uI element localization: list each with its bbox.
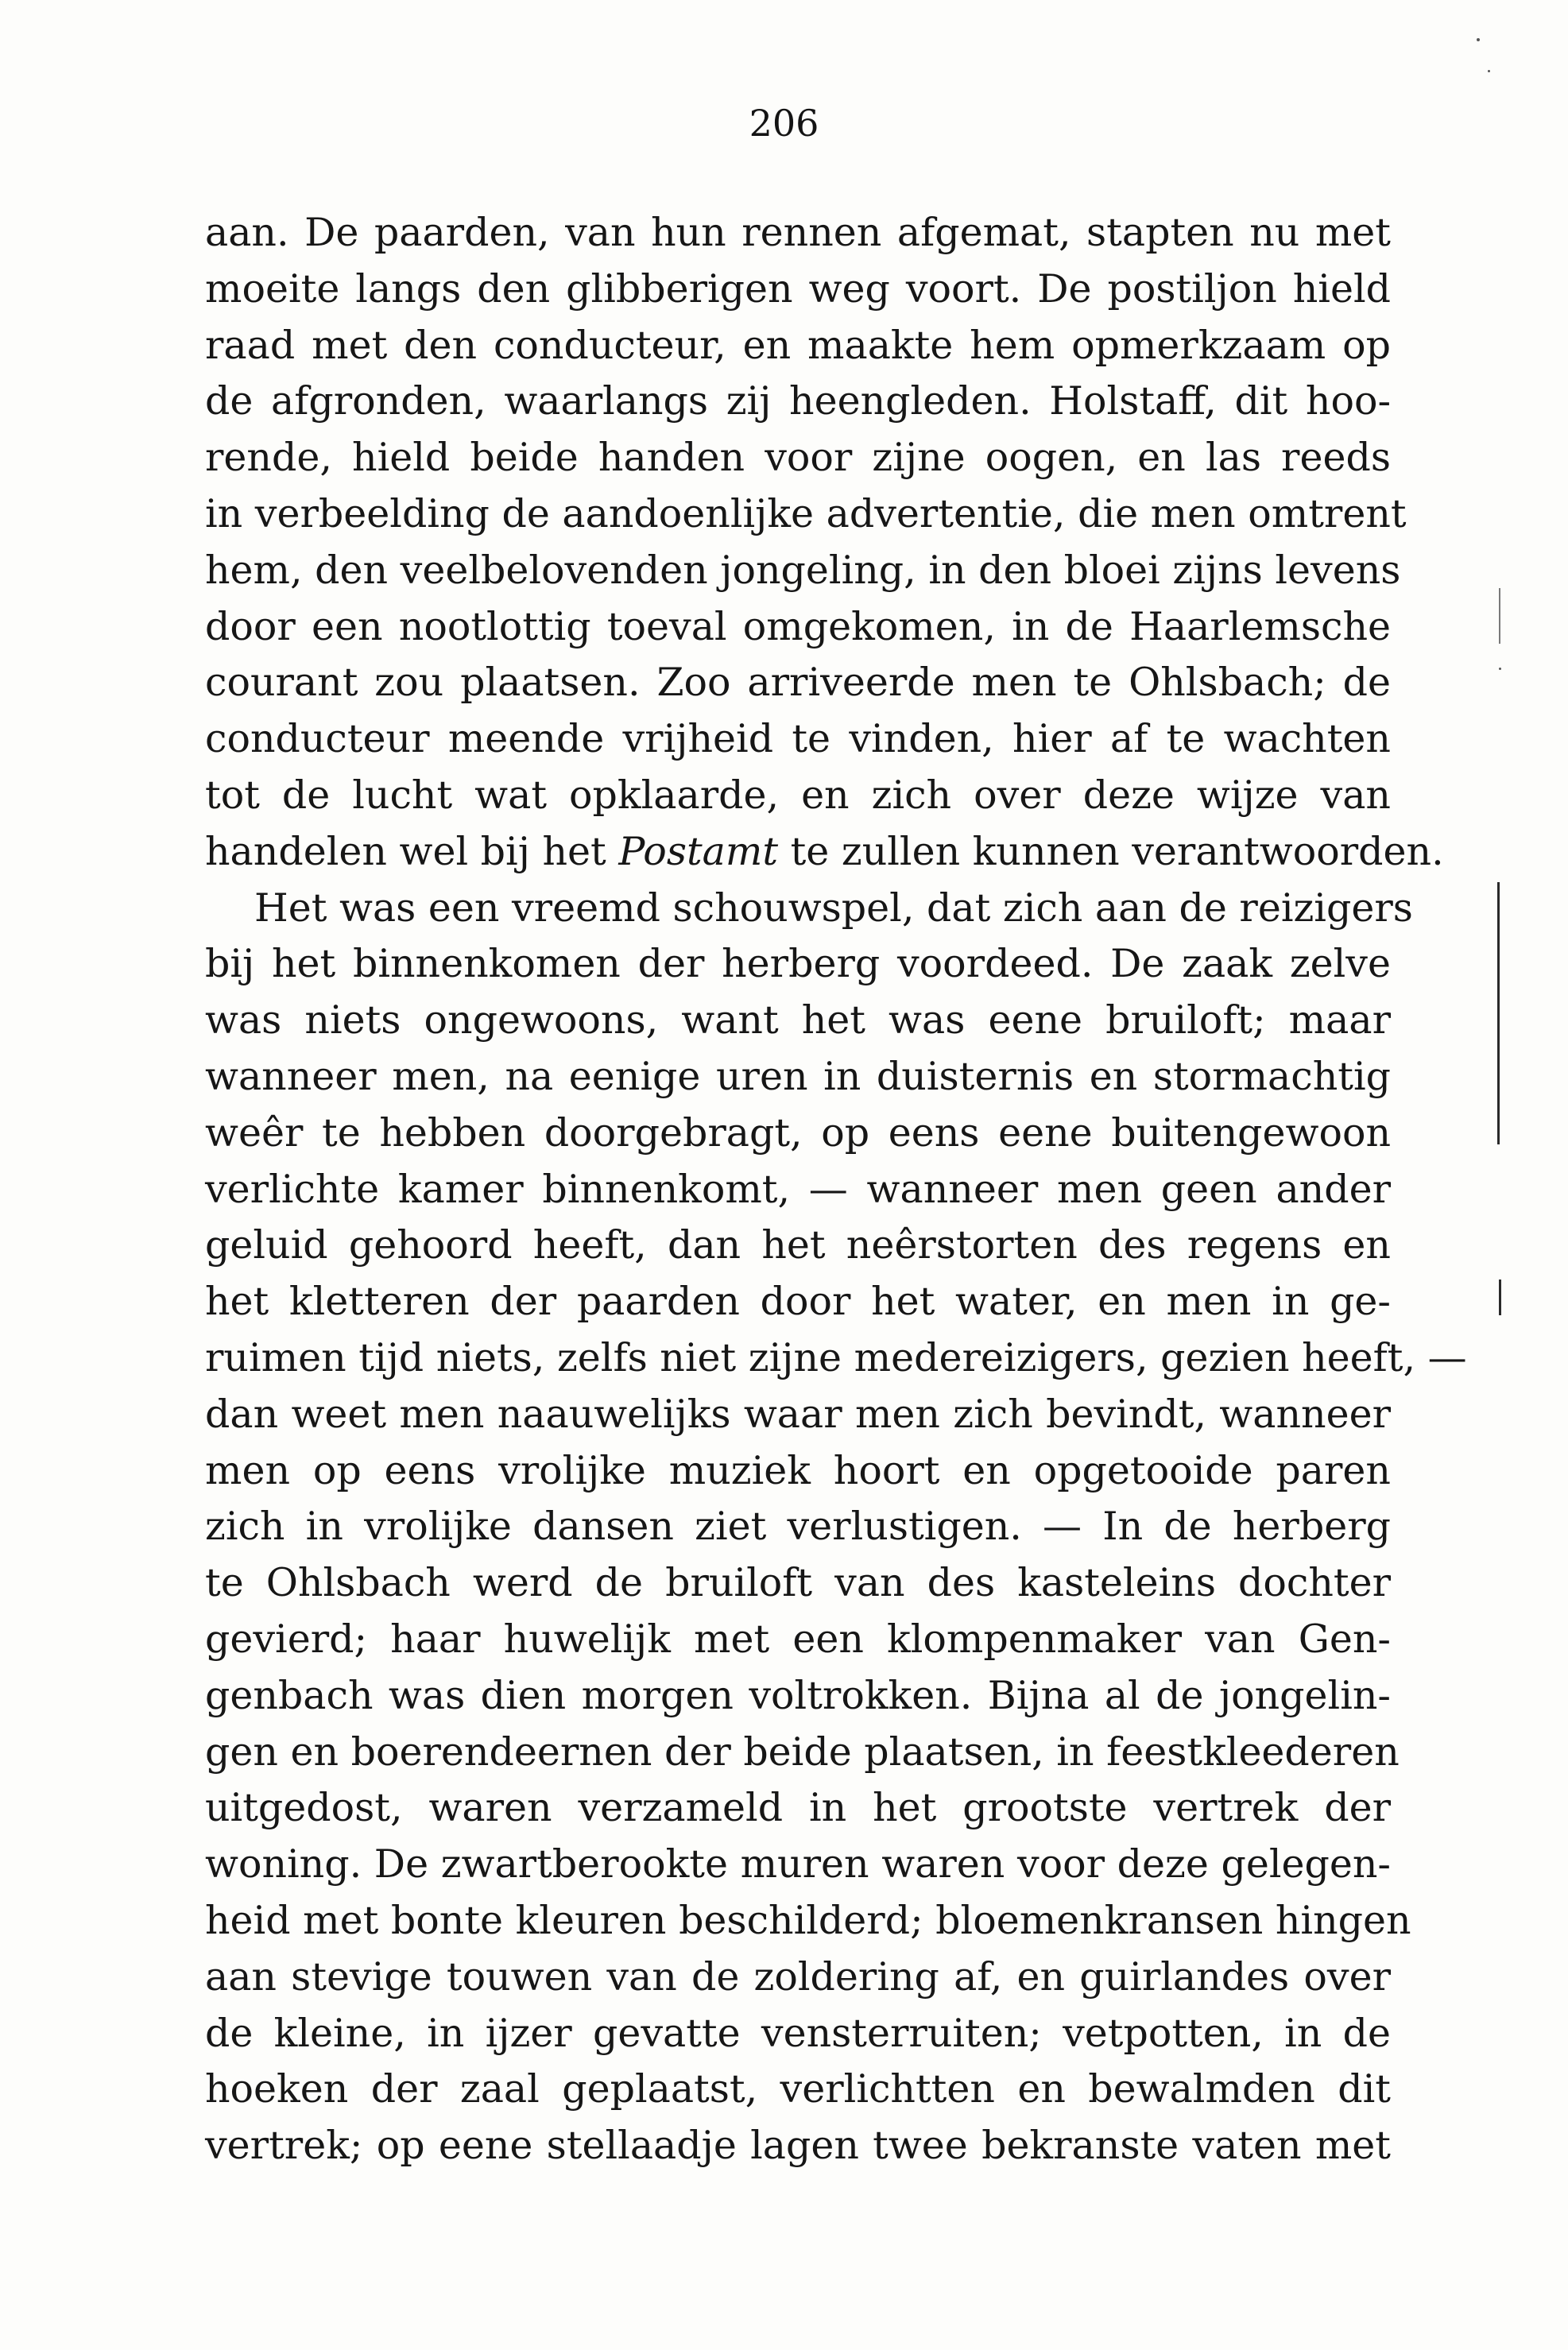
text-body	[205, 205, 1467, 2174]
paragraph-first-line: Het was een vreemd schouwspel, dat zich aan de reizigers	[254, 885, 1413, 931]
text-line: door een nootlottig toeval omgekomen, in de Haarlemsche	[205, 603, 1391, 649]
text-line: geluid gehoord heeft, dan het neêrstorten des regens en	[205, 1222, 1391, 1268]
text-line: vertrek; op eene stellaadje lagen twee bekranste vaten met	[205, 2123, 1391, 2169]
text-line: raad met den conducteur, en maakte hem opmerkzaam op	[205, 322, 1391, 368]
scan-speck	[1488, 70, 1490, 72]
text-segment: te zullen kunnen verantwoorden.	[778, 828, 1444, 874]
scan-speck	[1477, 38, 1480, 41]
text-line: verlichte kamer binnenkomt, — wanneer men geen ander	[205, 1166, 1391, 1212]
text-line: zich in vrolijke dansen ziet verlustigen. — In de herberg	[205, 1504, 1391, 1550]
text-line: dan weet men naauwelijks waar men zich bevindt, wanneer	[205, 1391, 1391, 1437]
text-line: uitgedost, waren verzameld in het grootste vertrek der	[205, 1785, 1391, 1831]
text-line: de kleine, in ijzer gevatte vensterruiten; vetpotten, in de	[205, 2010, 1391, 2056]
text-line: te Ohlsbach werd de bruiloft van des kasteleins dochter	[205, 1560, 1391, 1606]
text-line: hoeken der zaal geplaatst, verlichtten en bewalmden dit	[205, 2066, 1391, 2112]
text-line: aan. De paarden, van hun rennen afgemat, stapten nu met	[205, 210, 1391, 255]
text-line: bij het binnenkomen der herberg voordeed. De zaak zelve	[205, 941, 1391, 987]
text-line: ruimen tijd niets, zelfs niet zijne medereizigers, gezien heeft, —	[205, 1334, 1467, 1380]
text-line: men op eens vrolijke muziek hoort en opgetooide paren	[205, 1447, 1391, 1493]
text-line: heid met bonte kleuren beschilderd; bloemenkransen hingen	[205, 1897, 1411, 1943]
text-line: in verbeelding de aandoenlijke advertentie, die men omtrent	[205, 490, 1407, 536]
scan-margin-mark	[1499, 588, 1500, 644]
text-line: weêr te hebben doorgebragt, op eens eene buitengewoon	[205, 1109, 1391, 1156]
scan-margin-mark	[1497, 882, 1500, 1144]
page-number: 206	[749, 102, 819, 145]
text-line: woning. De zwartberookte muren waren voor deze gelegen-	[205, 1841, 1391, 1887]
text-line: was niets ongewoons, want het was eene bruiloft; maar	[205, 997, 1391, 1043]
text-line-with-italic	[205, 824, 1444, 881]
text-line: het kletteren der paarden door het water, en men in ge-	[205, 1279, 1391, 1325]
text-line: de afgronden, waarlangs zij heengleden. Holstaff, dit hoo-	[205, 378, 1391, 424]
italic-term: Postamt	[618, 828, 779, 874]
text-line: gen en boerendeernen der beide plaatsen, in feestkleederen	[205, 1729, 1400, 1775]
scan-speck	[1499, 668, 1501, 670]
text-line: hem, den veelbelovenden jongeling, in den bloei zijns levens	[205, 547, 1401, 593]
text-line: aan stevige touwen van de zoldering af, en guirlandes over	[205, 1953, 1391, 2000]
text-line: courant zou plaatsen. Zoo arriveerde men te Ohlsbach; de	[205, 660, 1391, 706]
scan-margin-mark	[1499, 1280, 1501, 1315]
text-line: conducteur meende vrijheid te vinden, hier af te wachten	[205, 716, 1391, 762]
text-line: gevierd; haar huwelijk met een klompenmaker van Gen-	[205, 1616, 1391, 1662]
text-line: genbach was dien morgen voltrokken. Bijna al de jongelin-	[205, 1672, 1391, 1718]
text-line: moeite langs den glibberigen weg voort. De postiljon hield	[205, 265, 1391, 312]
text-segment: handelen wel bij het	[205, 828, 619, 874]
text-line: rende, hield beide handen voor zijne oogen, en las reeds	[205, 435, 1391, 481]
text-line: tot de lucht wat opklaarde, en zich over deze wijze van	[205, 772, 1391, 818]
text-line: wanneer men, na eenige uren in duisternis en stormachtig	[205, 1053, 1391, 1099]
